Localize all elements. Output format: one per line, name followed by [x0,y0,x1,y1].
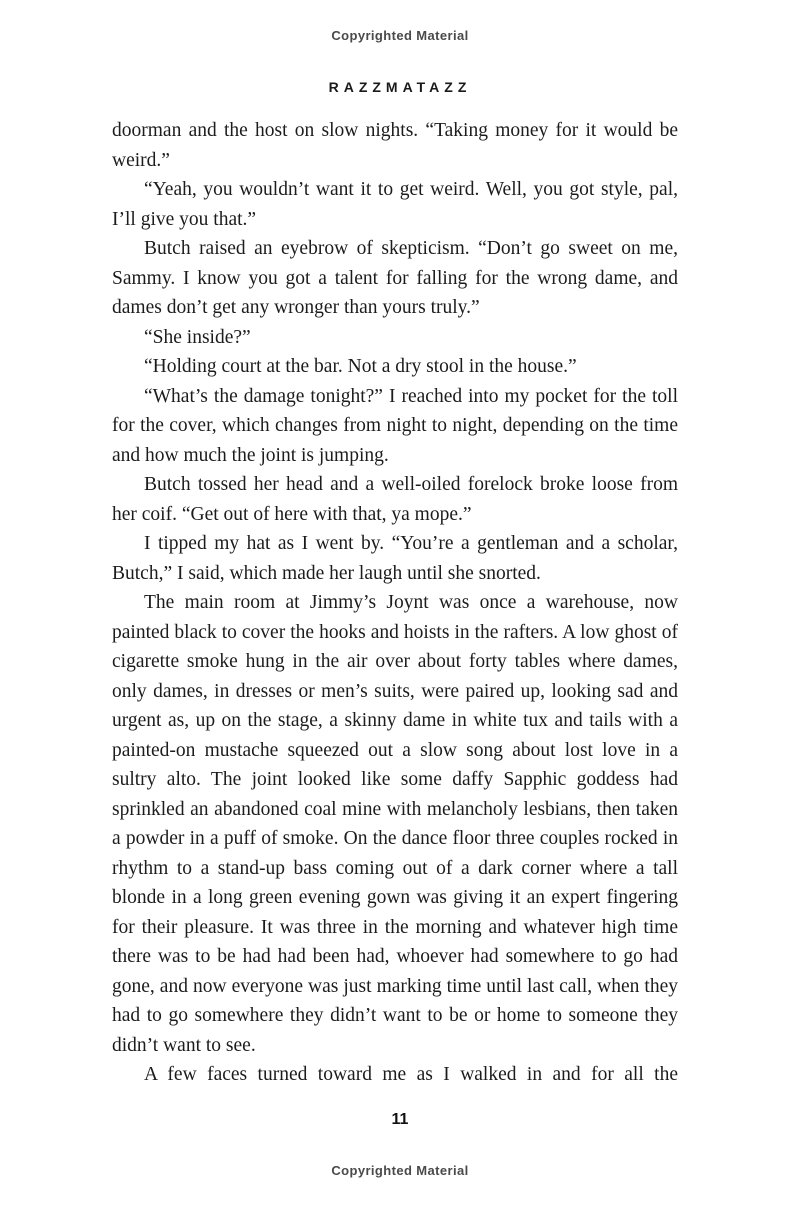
copyright-notice-bottom: Copyrighted Material [331,1163,469,1178]
paragraph: A few faces turned toward me as I walked in and for all the [144,1064,678,1085]
paragraph: “What’s the damage tonight?” I reached into my pocket for the toll for the cover, which changes from night to night, depending on the time and how much the joint is jumping. [112,385,678,466]
paragraph: Butch tossed her head and a well-oiled forelock broke loose from her coif. “Get out of here with that, ya mope.” [112,474,678,525]
paragraph: Butch raised an eyebrow of skepticism. “Don’t go sweet on me, Sammy. I know you got a talent for falling for the wrong dame, and dames don’t get any wronger than yours truly.” [112,238,678,318]
paragraph: doorman and the host on slow nights. “Taking money for it would be weird.” [112,120,678,171]
page-number: 11 [391,1111,409,1128]
paragraph: “Holding court at the bar. Not a dry stool in the house.” [144,356,577,377]
copyright-notice-top: Copyrighted Material [331,28,469,43]
paragraph: “She inside?” [144,326,251,348]
paragraph: I tipped my hat as I went by. “You’re a gentleman and a scholar, Butch,” I said, which made her laugh until she snorted. [112,533,678,584]
paragraph: “Yeah, you wouldn’t want it to get weird. Well, you got style, pal, I’ll give you that.” [112,179,678,230]
body-text [112,116,678,1090]
paragraph: The main room at Jimmy’s Joynt was once a warehouse, now painted black to cover the hooks and hoists in the rafters. A low ghost of cigarette smoke hung in the air over about forty tables where dames, only dames, in dresses or men’s suits, were paired up, looking sad and urgent as, up on the stage, a skinny dame in white tux and tails with a painted-on mustache squeezed out a slow song about lost love in a sultry alto. The joint looked like some daffy Sapphic goddess had sprinkled an abandoned coal mine with melancholy lesbians, then taken a powder in a puff of smoke. On the dance floor three couples rocked in rhythm to a stand-up bass coming out of a dark corner where a tall blonde in a long green evening gown was giving it an expert fingering for their pleasure. It was three in the morning and whatever high time there was to be had had been had, whoever had somewhere to go had gone, and now everyone was just marking time until last call, when they had to go somewhere they didn’t want to be or home to someone they didn’t want to see. [112,592,678,1056]
chapter-title: RAZZMATAZZ [328,79,472,95]
